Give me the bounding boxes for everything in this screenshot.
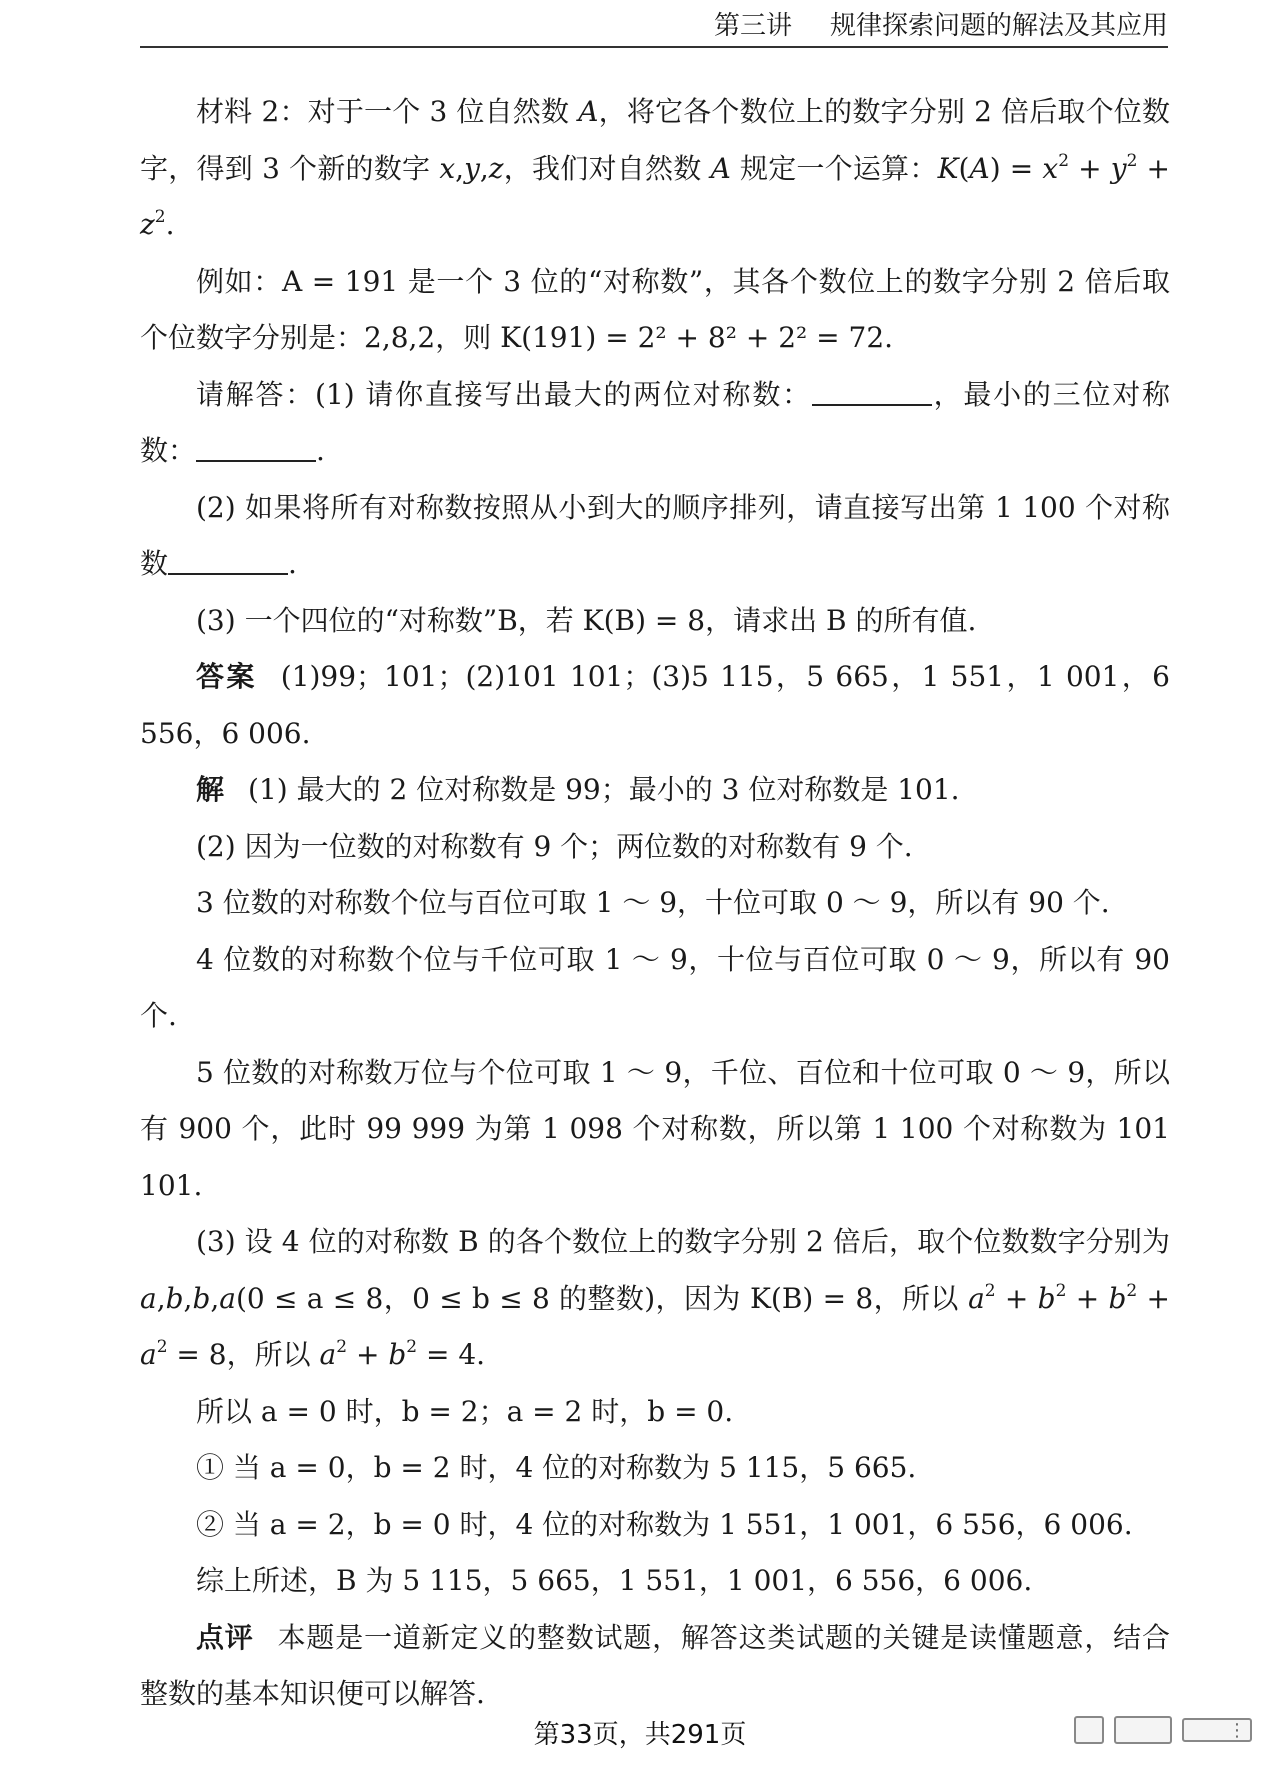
scroll-mode-icon[interactable]: ⋮ bbox=[1182, 1718, 1252, 1742]
page-header bbox=[140, 10, 1168, 48]
answer-blank bbox=[812, 380, 932, 406]
chapter-title: 规律探索问题的解法及其应用 bbox=[829, 11, 1168, 41]
question-2: (2) 如果将所有对称数按照从小到大的顺序排列，请直接写出第 1 100 个对称数 . bbox=[140, 490, 1170, 580]
solution-step-5: 5 位数的对称数万位与个位可取 1 ～ 9，千位、百位和十位可取 0 ～ 9，所以有 900 个，此时 99 999 为第 1 098 个对称数，所以第 1 100 个对称数为 101 101. bbox=[140, 1055, 1170, 1202]
example-paragraph: 例如：A = 191 是一个 3 位的“对称数”，其各个数位上的数字分别 2 倍后取个位数字分别是：2,8,2，则 K(191) = 2² + 8² + 2² = 72. bbox=[140, 264, 1170, 354]
comment-label: 点评 bbox=[196, 1620, 254, 1654]
question-1: 请解答：(1) 请你直接写出最大的两位对称数： ，最小的三位对称数： . bbox=[140, 377, 1170, 467]
solution-step-2: (2) 因为一位数的对称数有 9 个；两位数的对称数有 9 个. bbox=[196, 829, 913, 863]
solution-summary: 综上所述，B 为 5 115，5 665，1 551，1 001，6 556，6 006. bbox=[196, 1564, 1033, 1597]
answer-label: 答案 bbox=[196, 660, 257, 693]
solution-step-6: (3) 设 4 位的对称数 B 的各个数位上的数字分别 2 倍后，取个位数数字分别为 a,b,b,a(0 ≤ a ≤ 8，0 ≤ b ≤ 8 的整数)，因为 K(B) = 8，所以 $a^2 + b^2 + b^2 + a^2 = 8$，所以 $a^2 + b^2 = 4$. bbox=[140, 1225, 1170, 1371]
chapter-number: 第三讲 bbox=[713, 11, 792, 41]
solution-step-8: ① 当 a = 0，b = 2 时，4 位的对称数为 5 115，5 665. bbox=[196, 1451, 917, 1484]
answer-paragraph: 答案 (1)99；101；(2)101 101；(3)5 115，5 665，1 551，1 001，6 556，6 006. bbox=[140, 660, 1170, 750]
solution-step-1: 解 (1) 最大的 2 位对称数是 99；最小的 3 位对称数是 101. bbox=[196, 773, 960, 806]
solution-step-4: 4 位数的对称数个位与千位可取 1 ～ 9，十位与百位可取 0 ～ 9，所以有 90 个. bbox=[140, 942, 1170, 1032]
solution-label: 解 bbox=[196, 773, 225, 806]
viewer-toolbar bbox=[1074, 1716, 1252, 1744]
double-page-icon[interactable] bbox=[1114, 1716, 1172, 1744]
page-indicator: 第33页，共291页 bbox=[533, 1720, 747, 1750]
solution-step-9: ② 当 a = 2，b = 0 时，4 位的对称数为 1 551，1 001，6 556，6 006. bbox=[196, 1507, 1133, 1541]
material-paragraph: 材料 2：对于一个 3 位自然数 A，将它各个数位上的数字分别 2 倍后取个位数字，得到 3 个新的数字 x,y,z，我们对自然数 A 规定一个运算：$K(A) = x^2 + y^2 + z^2$. bbox=[140, 95, 1171, 241]
comment-paragraph: 点评 本题是一道新定义的整数试题，解答这类试题的关键是读懂题意，结合整数的基本知识便可以解答. bbox=[140, 1620, 1170, 1710]
question-3: (3) 一个四位的“对称数”B，若 K(B) = 8，请求出 B 的所有值. bbox=[196, 603, 977, 637]
answer-blank bbox=[196, 436, 316, 462]
solution-step-7: 所以 a = 0 时，b = 2；a = 2 时，b = 0. bbox=[196, 1394, 734, 1428]
answer-blank bbox=[168, 549, 288, 575]
page-thumb-icon[interactable] bbox=[1074, 1716, 1104, 1744]
page-content bbox=[140, 84, 1170, 1723]
solution-step-3: 3 位数的对称数个位与百位可取 1 ～ 9，十位可取 0 ～ 9，所以有 90 个. bbox=[196, 886, 1110, 919]
